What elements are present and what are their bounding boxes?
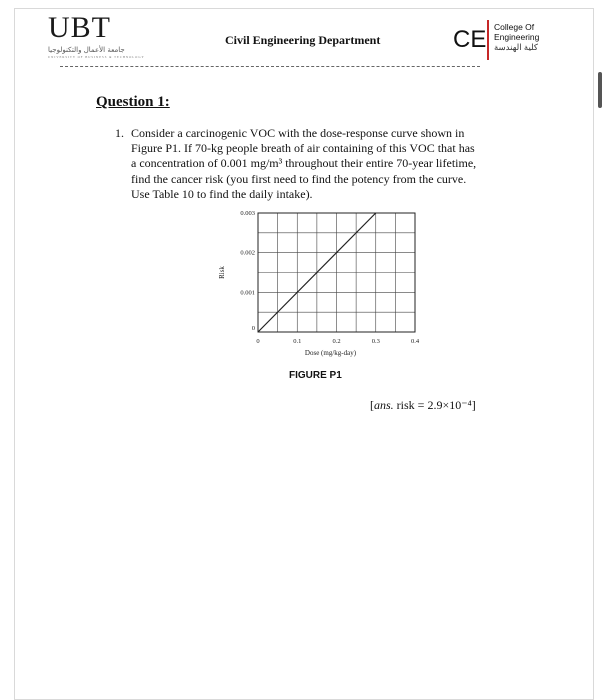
dose-response-chart	[210, 205, 430, 365]
answer-label: ans.	[374, 398, 394, 412]
college-name	[494, 22, 539, 52]
question-line: find the cancer risk (you first need to find the potency from the curve.	[131, 171, 467, 186]
x-tick-label: 0.3	[371, 338, 380, 345]
department-title: Civil Engineering Department	[225, 33, 381, 47]
logo-subtext-english: UNIVERSITY OF BUSINESS & TECHNOLOGY	[48, 55, 145, 59]
question-line: Consider a carcinogenic VOC with the dose-response curve shown in	[131, 126, 465, 140]
question-text	[131, 126, 513, 202]
x-tick-label: 0	[256, 338, 260, 345]
college-line: College Of	[494, 22, 535, 32]
y-tick-label: 0.003	[240, 210, 255, 217]
answer-value: risk = 2.9×10⁻⁴]	[396, 398, 476, 412]
x-tick-label: 0.2	[332, 338, 341, 345]
x-axis-label: Dose (mg/kg-day)	[304, 349, 357, 357]
y-tick-label: 0.001	[240, 289, 255, 297]
header-divider	[60, 66, 480, 67]
y-axis-label: Risk	[218, 266, 226, 279]
y-tick-label: 0.002	[240, 249, 255, 257]
y-tick-label: 0	[251, 325, 255, 332]
question-line: Figure P1. If 70-kg people breath of air containing of this VOC that has	[131, 141, 475, 156]
ubt-logo	[48, 12, 158, 59]
question-number: 1.	[115, 126, 124, 140]
ce-mark: CE	[453, 26, 487, 53]
logo-text: UBT	[48, 11, 111, 44]
logo-subtext-arabic: جامعة الأعمال والتكنولوجيا	[48, 46, 125, 54]
college-line: Engineering	[494, 32, 540, 42]
college-line: كلية الهندسة	[494, 42, 538, 52]
answer	[370, 398, 476, 413]
scrollbar-thumb[interactable]	[598, 72, 602, 108]
answer-prefix: [	[370, 398, 374, 412]
ce-divider	[487, 20, 489, 60]
x-tick-label: 0.1	[293, 338, 302, 345]
question-line: Use Table 10 to find the daily intake).	[131, 186, 313, 201]
figure-label: FIGURE P1	[289, 370, 342, 381]
x-tick-label: 0.4	[410, 338, 420, 345]
question-title: Question 1:	[96, 94, 170, 110]
question-line: a concentration of 0.001 mg/m³ throughout their entire 70-year lifetime,	[131, 156, 477, 171]
